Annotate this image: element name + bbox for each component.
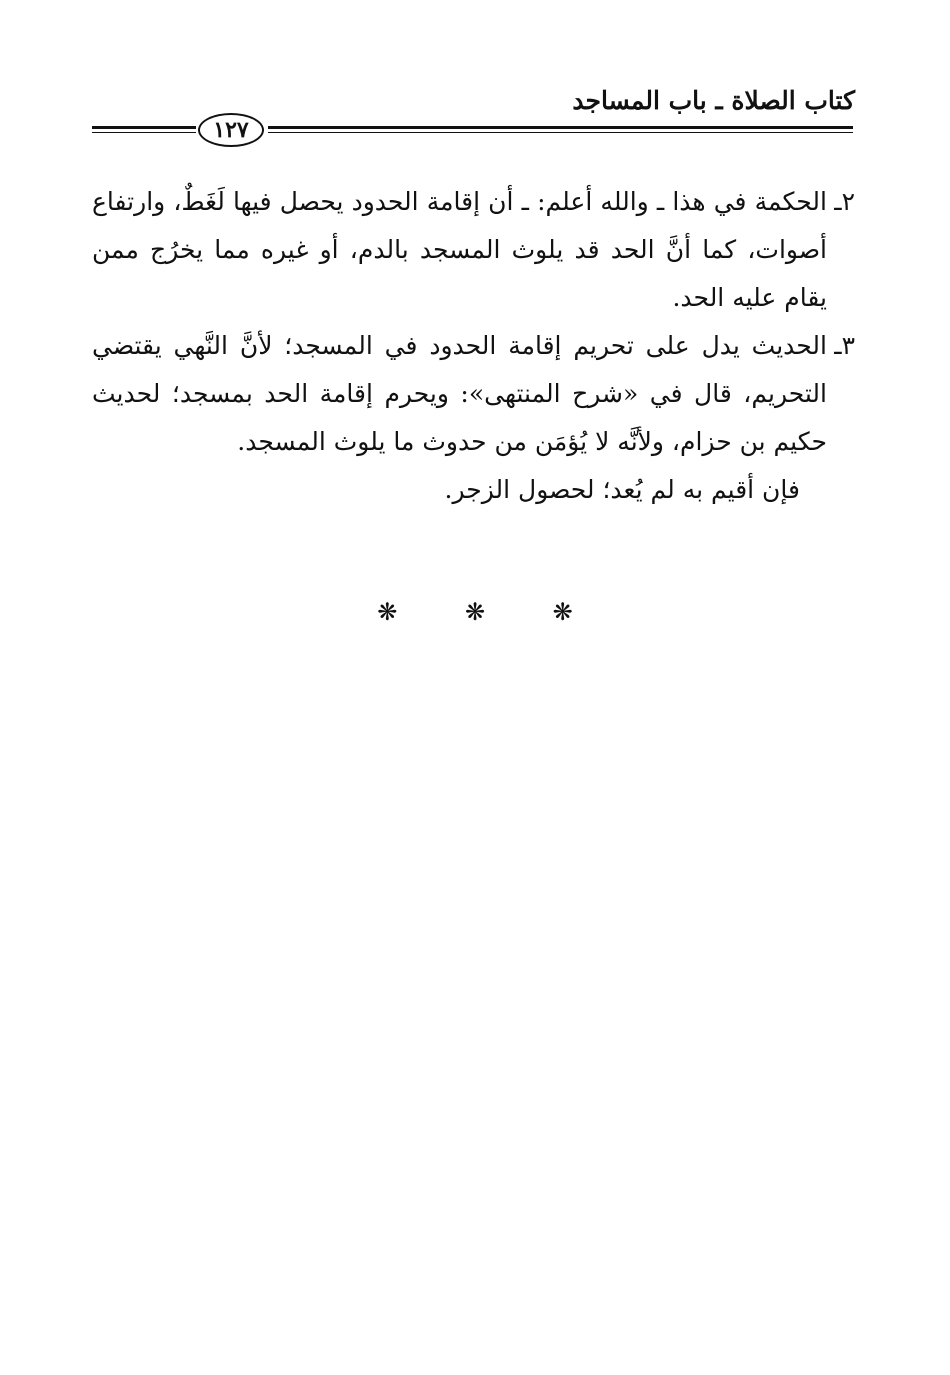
paragraph-text: الحكمة في هذا ـ والله أعلم: ـ أن إقامة الحدود يحصل فيها لَغَطٌ، وارتفاع أصوات، كما أنَّ الحد قد يلوث المسجد بالدم، أو غيره مما يخرُج ممن يقام عليه الحد. [92,187,827,312]
paragraph-number: ٣ـ [834,331,855,360]
rule-thin-line [92,132,196,133]
paragraph-number: ٢ـ [834,187,855,216]
running-header: كتاب الصلاة ـ باب المساجد [572,86,855,115]
paragraph-text: الحديث يدل على تحريم إقامة الحدود في المسجد؛ لأنَّ النَّهي يقتضي التحريم، قال في «شرح المنتهى»: ويحرم إقامة الحد بمسجد؛ لحديث حكيم بن حزام، ولأنَّه لا يُؤمَن من حدوث ما يلوث المسجد. [92,331,827,456]
header-rule-right [268,126,853,136]
numbered-paragraph [92,178,855,322]
body-text [92,178,855,514]
rule-thin-line [268,132,853,133]
header-rule-left [92,126,196,136]
rule-thick-line [92,126,196,129]
section-separator: ❋ ❋ ❋ [377,598,603,626]
numbered-paragraph [92,322,855,466]
continuation-line: فإن أقيم به لم يُعد؛ لحصول الزجر. [444,475,800,504]
page-number: ١٢٧ [198,113,264,147]
rule-thick-line [268,126,853,129]
